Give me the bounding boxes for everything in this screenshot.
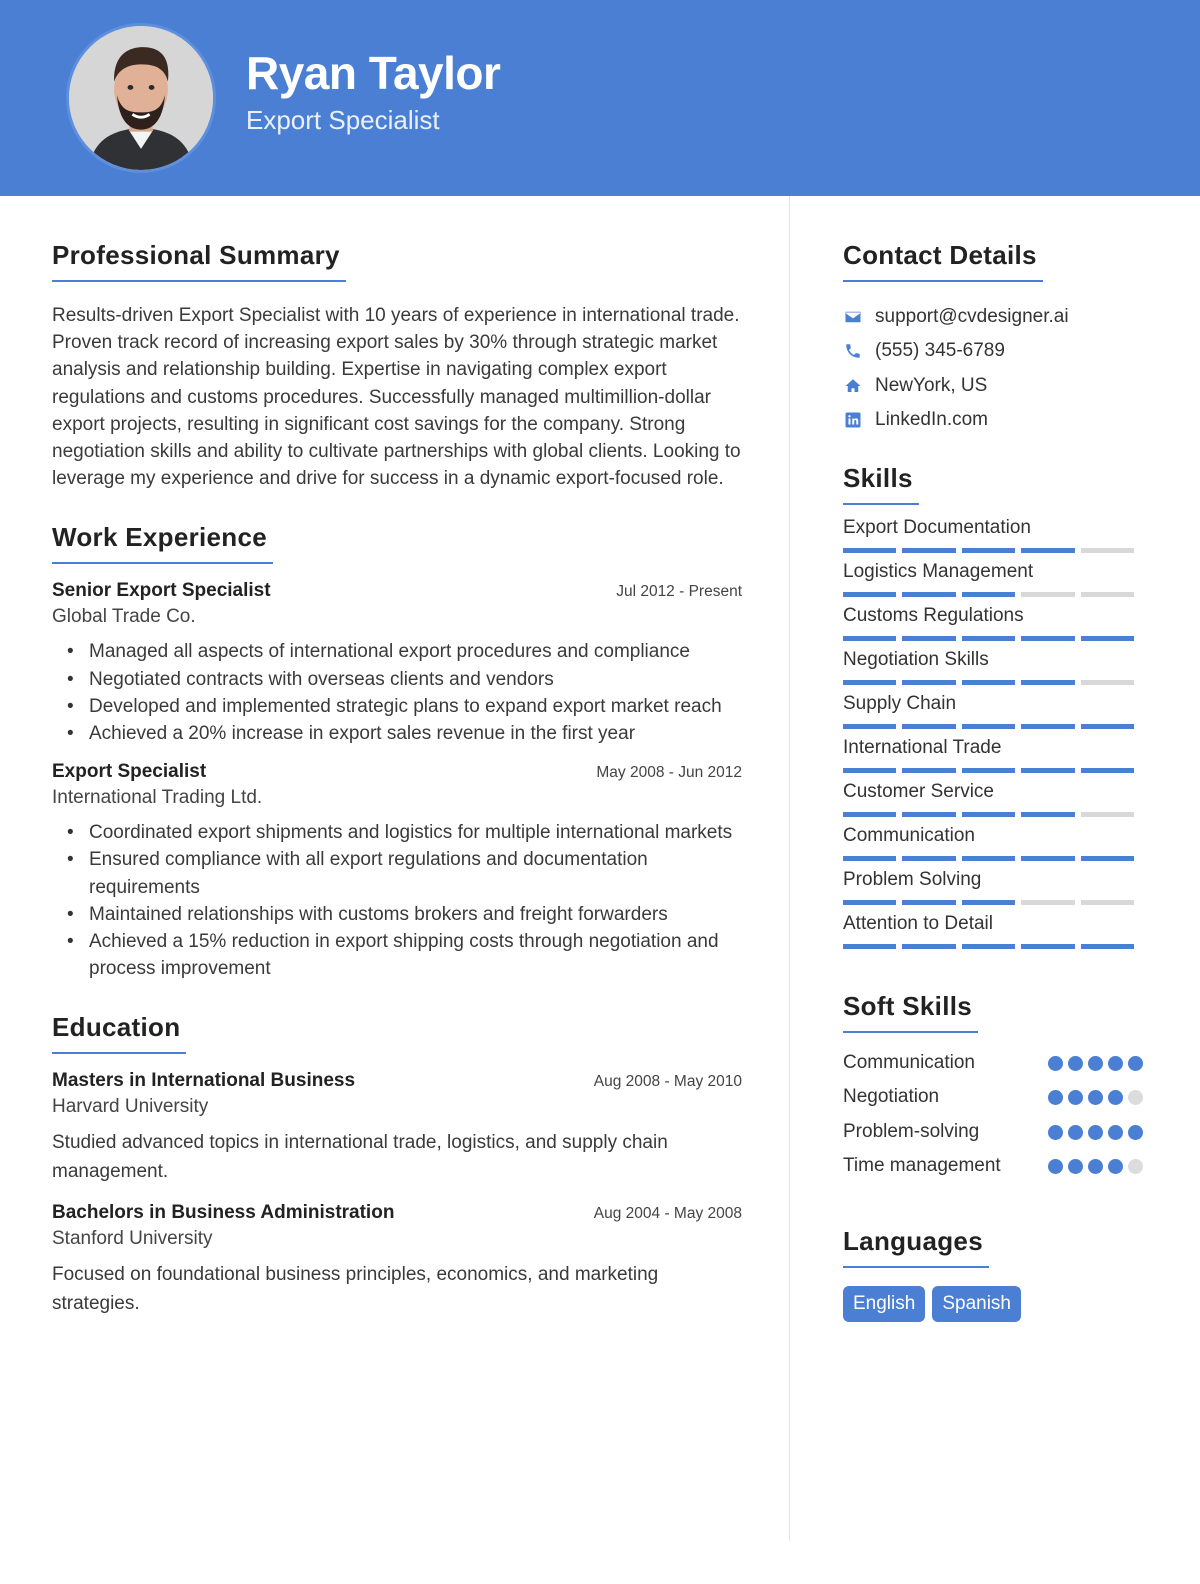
rating-dot	[1068, 1125, 1083, 1140]
list-item: • Coordinated export shipments and logistics for multiple international markets	[89, 819, 742, 846]
summary-section	[52, 240, 742, 492]
skill-level-segment	[1021, 944, 1074, 949]
skill-level-segment	[962, 768, 1015, 773]
list-item: • Maintained relationships with customs brokers and freight forwarders	[89, 901, 742, 928]
skill-level-segment	[1081, 900, 1134, 905]
education-dates: Aug 2008 - May 2010	[593, 1073, 742, 1091]
skill-level-bar	[843, 856, 1134, 861]
summary-text: Results-driven Export Specialist with 10 years of experience in international trade. Proven track record of increasing export sales by 30% through strategic market analysis and relationship building. Expertise in navigating complex export regulations and customs procedures. Successfully managed multimillion-dollar export projects, resulting in significant cost savings for the company. Strong negotiation skills and ability to cultivate partnerships with global clients. Looking to leverage my experience and drive for success in a dynamic export-focused role.	[52, 305, 741, 490]
skill-level-segment	[902, 636, 955, 641]
skill-level-segment	[843, 592, 896, 597]
skill-name: Export Documentation	[843, 517, 1031, 539]
linkedin-icon	[843, 410, 863, 430]
soft-skill-name: Negotiation	[843, 1086, 940, 1108]
list-item: • Achieved a 20% increase in export sales revenue in the first year	[89, 720, 742, 747]
skill-name: Logistics Management	[843, 561, 1034, 583]
soft-skills-list	[843, 1049, 1143, 1186]
skill-level-segment	[1081, 768, 1134, 773]
skill-level-bar	[843, 548, 1134, 553]
skill-item	[843, 869, 1143, 905]
skill-level-bar	[843, 812, 1134, 817]
skill-name: Negotiation Skills	[843, 649, 989, 671]
rating-dot	[1068, 1056, 1083, 1071]
column-divider	[789, 196, 790, 1541]
skill-level-segment	[962, 592, 1015, 597]
skill-name: Customer Service	[843, 781, 994, 803]
skill-level-segment	[902, 680, 955, 685]
skill-item	[843, 737, 1143, 773]
soft-skill-item	[843, 1049, 1143, 1083]
section-heading: Contact Details	[843, 240, 1043, 282]
soft-skills-section	[843, 991, 1143, 1186]
section-heading: Education	[52, 1012, 186, 1054]
skill-level-bar	[843, 900, 1134, 905]
skill-item	[843, 781, 1143, 817]
skill-level-segment	[1081, 856, 1134, 861]
skill-level-bar	[843, 636, 1134, 641]
phone-icon	[843, 341, 863, 361]
rating-dot	[1068, 1090, 1083, 1105]
school-name: Stanford University	[52, 1228, 213, 1250]
main-column	[52, 240, 742, 1348]
school-name: Harvard University	[52, 1096, 209, 1118]
job-dates: May 2008 - Jun 2012	[596, 764, 742, 782]
languages-section	[843, 1226, 1143, 1322]
rating-dot	[1088, 1056, 1103, 1071]
skill-level-segment	[962, 944, 1015, 949]
degree-name: Masters in International Business	[52, 1070, 356, 1092]
skill-item	[843, 693, 1143, 729]
skill-name: Customs Regulations	[843, 605, 1024, 627]
list-item: • Ensured compliance with all export regulations and documentation requirements	[89, 846, 742, 900]
contact-text: support@cvdesigner.ai	[875, 306, 1069, 328]
rating-dot	[1108, 1090, 1123, 1105]
skill-level-segment	[843, 768, 896, 773]
soft-skill-name: Problem-solving	[843, 1120, 980, 1142]
skill-level-bar	[843, 944, 1134, 949]
language-tag: Spanish	[932, 1286, 1021, 1322]
rating-dot	[1048, 1090, 1063, 1105]
job-company: Global Trade Co.	[52, 606, 196, 628]
skill-level-bar	[843, 680, 1134, 685]
skill-level-bar	[843, 592, 1134, 597]
skill-level-segment	[1021, 900, 1074, 905]
skill-level-segment	[1081, 724, 1134, 729]
skill-level-segment	[902, 592, 955, 597]
rating-dot	[1088, 1159, 1103, 1174]
job-entry	[52, 580, 742, 747]
job-dates: Jul 2012 - Present	[616, 583, 742, 601]
job-bullets	[52, 819, 742, 982]
contact-section	[843, 240, 1143, 437]
soft-skill-name: Communication	[843, 1052, 975, 1074]
skill-item	[843, 649, 1143, 685]
skill-level-segment	[902, 548, 955, 553]
rating-dot	[1088, 1090, 1103, 1105]
job-company: International Trading Ltd.	[52, 787, 263, 809]
skill-level-segment	[962, 856, 1015, 861]
contact-text: (555) 345-6789	[875, 340, 1005, 362]
list-item: • Negotiated contracts with overseas clients and vendors	[89, 666, 742, 693]
job-role: Export Specialist	[52, 761, 207, 783]
list-item: • Developed and implemented strategic plans to expand export market reach	[89, 693, 742, 720]
skill-level-segment	[1081, 592, 1134, 597]
list-item: • Achieved a 15% reduction in export shipping costs through negotiation and process improvement	[89, 928, 742, 982]
language-tag: English	[843, 1286, 925, 1322]
skill-level-segment	[902, 812, 955, 817]
skill-item	[843, 605, 1143, 641]
skill-level-segment	[1021, 680, 1074, 685]
soft-skill-rating	[1048, 1152, 1143, 1174]
skill-level-segment	[1081, 548, 1134, 553]
resume-header	[0, 0, 1200, 196]
skill-name: Supply Chain	[843, 693, 957, 715]
skill-level-segment	[1021, 592, 1074, 597]
education-section	[52, 1012, 742, 1318]
job-bullets	[52, 638, 742, 747]
contact-location	[843, 369, 1143, 403]
skill-level-segment	[1021, 812, 1074, 817]
language-tags	[843, 1286, 1143, 1322]
education-entry	[52, 1202, 742, 1318]
skill-level-segment	[962, 680, 1015, 685]
skill-level-segment	[962, 812, 1015, 817]
skill-name: Attention to Detail	[843, 913, 993, 935]
soft-skill-rating	[1048, 1083, 1143, 1105]
rating-dot	[1128, 1056, 1143, 1071]
envelope-icon	[843, 307, 863, 327]
soft-skill-rating	[1048, 1049, 1143, 1071]
section-heading: Languages	[843, 1226, 989, 1268]
rating-dot	[1088, 1125, 1103, 1140]
rating-dot	[1068, 1159, 1083, 1174]
skill-level-segment	[843, 548, 896, 553]
soft-skill-item	[843, 1118, 1143, 1152]
contact-phone[interactable]	[843, 334, 1143, 368]
skill-name: Problem Solving	[843, 869, 982, 891]
education-description: Focused on foundational business principles, economics, and marketing strategies.	[52, 1264, 659, 1315]
skill-name: International Trade	[843, 737, 1002, 759]
job-role: Senior Export Specialist	[52, 580, 271, 602]
skill-level-segment	[1081, 944, 1134, 949]
contact-text: NewYork, US	[875, 374, 988, 396]
rating-dot	[1048, 1056, 1063, 1071]
skill-level-segment	[962, 548, 1015, 553]
skill-level-segment	[843, 680, 896, 685]
skill-level-segment	[843, 812, 896, 817]
skills-section	[843, 463, 1143, 949]
candidate-title: Export Specialist	[246, 105, 440, 135]
soft-skill-name: Time management	[843, 1155, 1001, 1177]
skill-item	[843, 913, 1143, 949]
home-icon	[843, 376, 863, 396]
skill-level-segment	[1021, 724, 1074, 729]
skill-level-bar	[843, 724, 1134, 729]
education-entry	[52, 1070, 742, 1186]
skill-level-segment	[1021, 768, 1074, 773]
skill-level-segment	[902, 944, 955, 949]
skill-level-segment	[843, 944, 896, 949]
section-heading: Work Experience	[52, 522, 273, 564]
experience-section	[52, 522, 742, 982]
education-description: Studied advanced topics in international trade, logistics, and supply chain management.	[52, 1132, 668, 1183]
skill-item	[843, 517, 1143, 553]
portrait-illustration	[69, 26, 213, 170]
skill-level-segment	[1021, 856, 1074, 861]
skill-level-segment	[962, 636, 1015, 641]
skill-level-segment	[902, 724, 955, 729]
skill-item	[843, 561, 1143, 597]
skill-item	[843, 825, 1143, 861]
skill-level-segment	[1081, 680, 1134, 685]
list-item: • Managed all aspects of international export procedures and compliance	[89, 638, 742, 665]
skill-level-segment	[843, 900, 896, 905]
rating-dot	[1048, 1125, 1063, 1140]
skill-level-segment	[962, 900, 1015, 905]
skills-list	[843, 517, 1143, 949]
section-heading: Soft Skills	[843, 991, 978, 1033]
contact-text: LinkedIn.com	[875, 409, 989, 431]
skill-level-segment	[843, 856, 896, 861]
section-heading: Skills	[843, 463, 919, 505]
skill-level-segment	[962, 724, 1015, 729]
skill-level-segment	[902, 768, 955, 773]
candidate-name: Ryan Taylor	[246, 47, 501, 99]
skill-name: Communication	[843, 825, 975, 847]
rating-dot	[1108, 1056, 1123, 1071]
profile-photo	[66, 23, 216, 173]
degree-name: Bachelors in Business Administration	[52, 1202, 395, 1224]
section-heading: Professional Summary	[52, 240, 346, 282]
skill-level-segment	[902, 856, 955, 861]
rating-dot	[1108, 1159, 1123, 1174]
education-dates: Aug 2004 - May 2008	[593, 1205, 742, 1223]
skill-level-segment	[843, 636, 896, 641]
skill-level-segment	[1021, 548, 1074, 553]
skill-level-segment	[1081, 636, 1134, 641]
contact-linkedin[interactable]	[843, 403, 1143, 437]
rating-dot	[1128, 1125, 1143, 1140]
skill-level-segment	[902, 900, 955, 905]
rating-dot	[1128, 1090, 1143, 1105]
soft-skill-item	[843, 1083, 1143, 1117]
rating-dot	[1048, 1159, 1063, 1174]
job-entry	[52, 761, 742, 982]
soft-skill-rating	[1048, 1118, 1143, 1140]
contact-email[interactable]	[843, 300, 1143, 334]
rating-dot	[1108, 1125, 1123, 1140]
skill-level-bar	[843, 768, 1134, 773]
sidebar-column	[843, 240, 1143, 1352]
skill-level-segment	[1021, 636, 1074, 641]
contact-list	[843, 300, 1143, 437]
soft-skill-item	[843, 1152, 1143, 1186]
rating-dot	[1128, 1159, 1143, 1174]
skill-level-segment	[843, 724, 896, 729]
skill-level-segment	[1081, 812, 1134, 817]
